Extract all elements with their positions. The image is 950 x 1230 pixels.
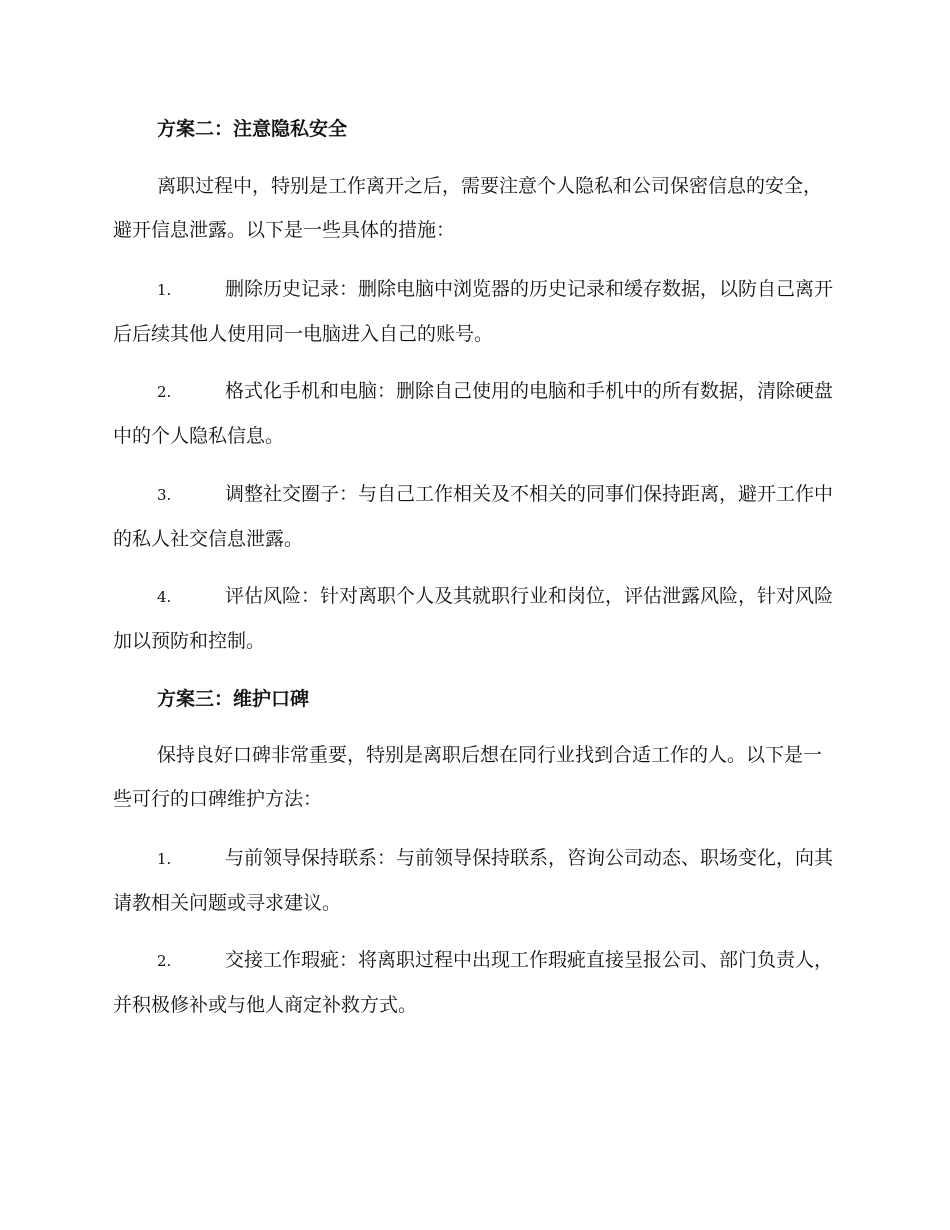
section2-item-4 [113, 574, 838, 663]
section3-item-2 [113, 938, 838, 1027]
list-number: 2. [157, 383, 172, 401]
list-item-text: 调整社交圈子：与自己工作相关及不相关的同事们保持距离，避开工作中的私人社交信息泄露。 [113, 483, 834, 550]
list-item-text: 删除历史记录：删除电脑中浏览器的历史记录和缓存数据，以防自己离开后后续其他人使用同一电脑进入自己的账号。 [113, 278, 834, 345]
section2-intro: 离职过程中，特别是工作离开之后，需要注意个人隐私和公司保密信息的安全，避开信息泄露。以下是一些具体的措施： [113, 175, 823, 241]
section2-item-3 [113, 472, 838, 561]
list-item-text: 交接工作瑕疵：将离职过程中出现工作瑕疵直接呈报公司、部门负责人，并积极修补或与他人商定补救方式。 [113, 949, 834, 1016]
section3-intro: 保持良好口碑非常重要，特别是离职后想在同行业找到合适工作的人。以下是一些可行的口碑维护方法： [113, 744, 823, 810]
section2-item-2 [113, 369, 838, 458]
list-number: 2. [157, 952, 172, 970]
section2-heading: 方案二：注意隐私安全 [157, 118, 348, 140]
list-number: 1. [157, 850, 172, 868]
list-item-text: 评估风险：针对离职个人及其就职行业和岗位，评估泄露风险，针对风险加以预防和控制。 [113, 585, 834, 652]
list-number: 1. [157, 281, 172, 299]
list-item-text: 与前领导保持联系：与前领导保持联系，咨询公司动态、职场变化，向其请教相关问题或寻求建议。 [113, 847, 834, 914]
list-number: 3. [157, 486, 172, 504]
section3-heading: 方案三：维护口碑 [157, 688, 310, 710]
section3-item-1 [113, 836, 838, 925]
list-number: 4. [157, 588, 172, 606]
list-item-text: 格式化手机和电脑：删除自己使用的电脑和手机中的所有数据，清除硬盘中的个人隐私信息。 [113, 380, 834, 447]
section2-item-1 [113, 267, 838, 356]
